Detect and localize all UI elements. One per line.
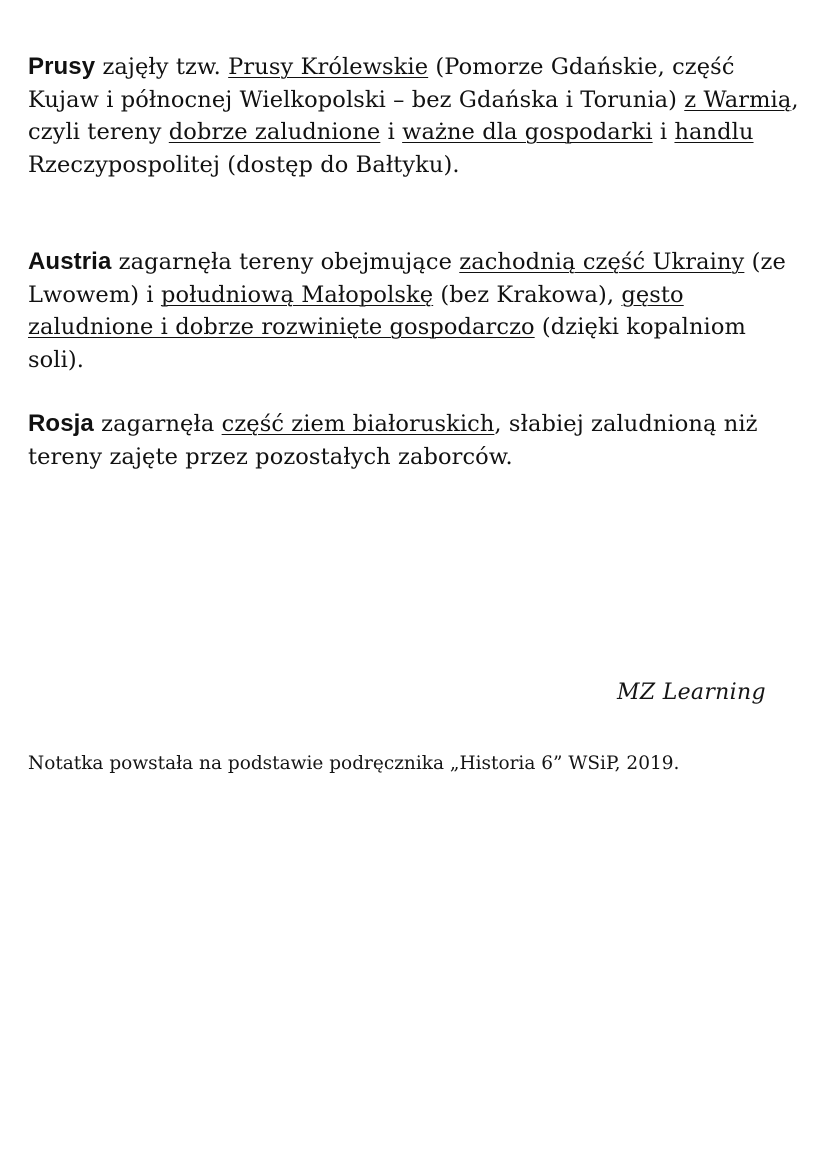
underlined-phrase: z Warmią bbox=[684, 86, 792, 113]
text-segment: Rzeczypospolitej (dostęp do Bałtyku). bbox=[28, 151, 460, 178]
term-rosja: Rosja bbox=[28, 410, 94, 437]
underlined-phrase: zachodnią część Ukrainy bbox=[459, 249, 745, 275]
paragraph-rosja bbox=[28, 408, 808, 473]
underlined-phrase: część ziem białoruskich bbox=[221, 411, 495, 437]
text-segment: (dzięki kopalniom soli). bbox=[28, 314, 746, 373]
text-segment: , słabiej zaludnioną niż tereny zajęte przez pozostałych zaborców. bbox=[28, 411, 758, 470]
source-note: Notatka powstała na podstawie podręcznika „Historia 6” WSiP, 2019. bbox=[28, 753, 680, 774]
text-segment: i bbox=[652, 119, 675, 145]
text-segment: i bbox=[380, 119, 403, 145]
term-austria: Austria bbox=[28, 248, 112, 275]
paragraph-austria bbox=[28, 246, 808, 376]
underlined-phrase: dobrze zaludnione bbox=[168, 119, 381, 145]
text-segment: zagarnęła bbox=[93, 411, 222, 437]
underlined-phrase: Prusy Królewskie bbox=[228, 54, 429, 80]
text-segment: zagarnęła tereny obejmujące bbox=[111, 249, 460, 275]
underlined-phrase: gęsto zaludnione i dobrze rozwinięte gospodarczo bbox=[28, 281, 684, 340]
text-segment: (bez Krakowa), bbox=[433, 281, 622, 308]
text-segment: (Pomorze Gdańskie, część Kujaw i północnej Wielkopolski – bez Gdańska i Torunia) bbox=[28, 54, 735, 113]
underlined-phrase: południową Małopolskę bbox=[160, 281, 434, 308]
text-segment: (ze Lwowem) i bbox=[28, 249, 786, 308]
signature-mz-learning: MZ Learning bbox=[617, 680, 766, 705]
underlined-phrase: handlu bbox=[674, 119, 754, 145]
paragraph-prusy bbox=[28, 51, 808, 181]
underlined-phrase: ważne dla gospodarki bbox=[402, 119, 653, 145]
term-prusy: Prusy bbox=[28, 53, 96, 80]
text-segment: zajęły tzw. bbox=[95, 54, 229, 80]
text-segment: , czyli tereny bbox=[28, 86, 799, 145]
